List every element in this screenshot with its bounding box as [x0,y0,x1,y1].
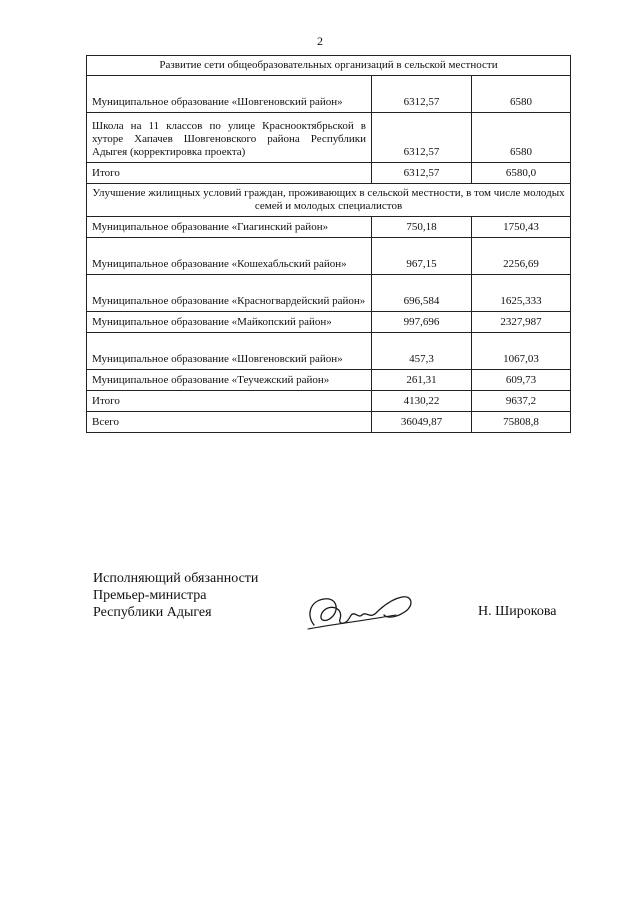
row-value-2: 2327,987 [472,312,571,333]
row-name: Итого [87,391,372,412]
table-row [87,275,571,312]
table-row [87,217,571,238]
row-name: Муниципальное образование «Гиагинский район» [87,217,372,238]
row-value-2: 609,73 [472,370,571,391]
row-name: Всего [87,412,372,433]
page-number: 2 [317,34,323,48]
row-value-1: 6312,57 [372,163,472,184]
row-value-2: 1067,03 [472,333,571,370]
row-name: Муниципальное образование «Шовгеновский район» [87,333,372,370]
row-value-1: 696,584 [372,275,472,312]
signer-name: Н. Широкова [478,604,557,619]
table-row [87,312,571,333]
section-header-row [87,184,571,217]
row-value-1: 457,3 [372,333,472,370]
row-value-1: 967,15 [372,238,472,275]
signatory-title [93,570,258,621]
row-value-1: 997,696 [372,312,472,333]
subtotal-row [87,391,571,412]
section-title: Улучшение жилищных условий граждан, проживающих в сельской местности, в том числе молодых семей и молодых специалистов [87,184,571,217]
row-name: Муниципальное образование «Майкопский район» [87,312,372,333]
row-value-2: 2256,69 [472,238,571,275]
row-value-2: 1750,43 [472,217,571,238]
signatory-title-line: Исполняющий обязанности [93,571,259,586]
table-row [87,333,571,370]
row-value-1: 4130,22 [372,391,472,412]
row-value-1: 36049,87 [372,412,472,433]
table-row [87,113,571,163]
row-value-1: 6312,57 [372,113,472,163]
row-value-2: 6580,0 [472,163,571,184]
table-row [87,76,571,113]
row-name: Муниципальное образование «Теучежский район» [87,370,372,391]
row-value-2: 6580 [472,113,571,163]
table-row [87,370,571,391]
signatory-title-line: Республики Адыгея [93,605,212,620]
row-value-2: 9637,2 [472,391,571,412]
row-value-1: 750,18 [372,217,472,238]
table-row [87,238,571,275]
budget-table [86,55,571,433]
row-value-2: 75808,8 [472,412,571,433]
row-name: Муниципальное образование «Кошехабльский район» [87,238,372,275]
row-name: Итого [87,163,372,184]
row-name: Муниципальное образование «Красногвардейский район» [87,275,372,312]
row-value-2: 6580 [472,76,571,113]
row-value-1: 6312,57 [372,76,472,113]
section-header-row [87,56,571,76]
row-name: Муниципальное образование «Шовгеновский район» [87,76,372,113]
section-title: Развитие сети общеобразовательных организаций в сельской местности [87,56,571,76]
row-value-1: 261,31 [372,370,472,391]
signatory-title-line: Премьер-министра [93,588,207,603]
handwritten-signature [300,585,420,645]
grand-total-row [87,412,571,433]
subtotal-row [87,163,571,184]
row-value-2: 1625,333 [472,275,571,312]
row-name: Школа на 11 классов по улице Краснооктябрьской в хуторе Хапачев Шовгеновского района Республики Адыгея (корректировка проекта) [87,113,372,163]
